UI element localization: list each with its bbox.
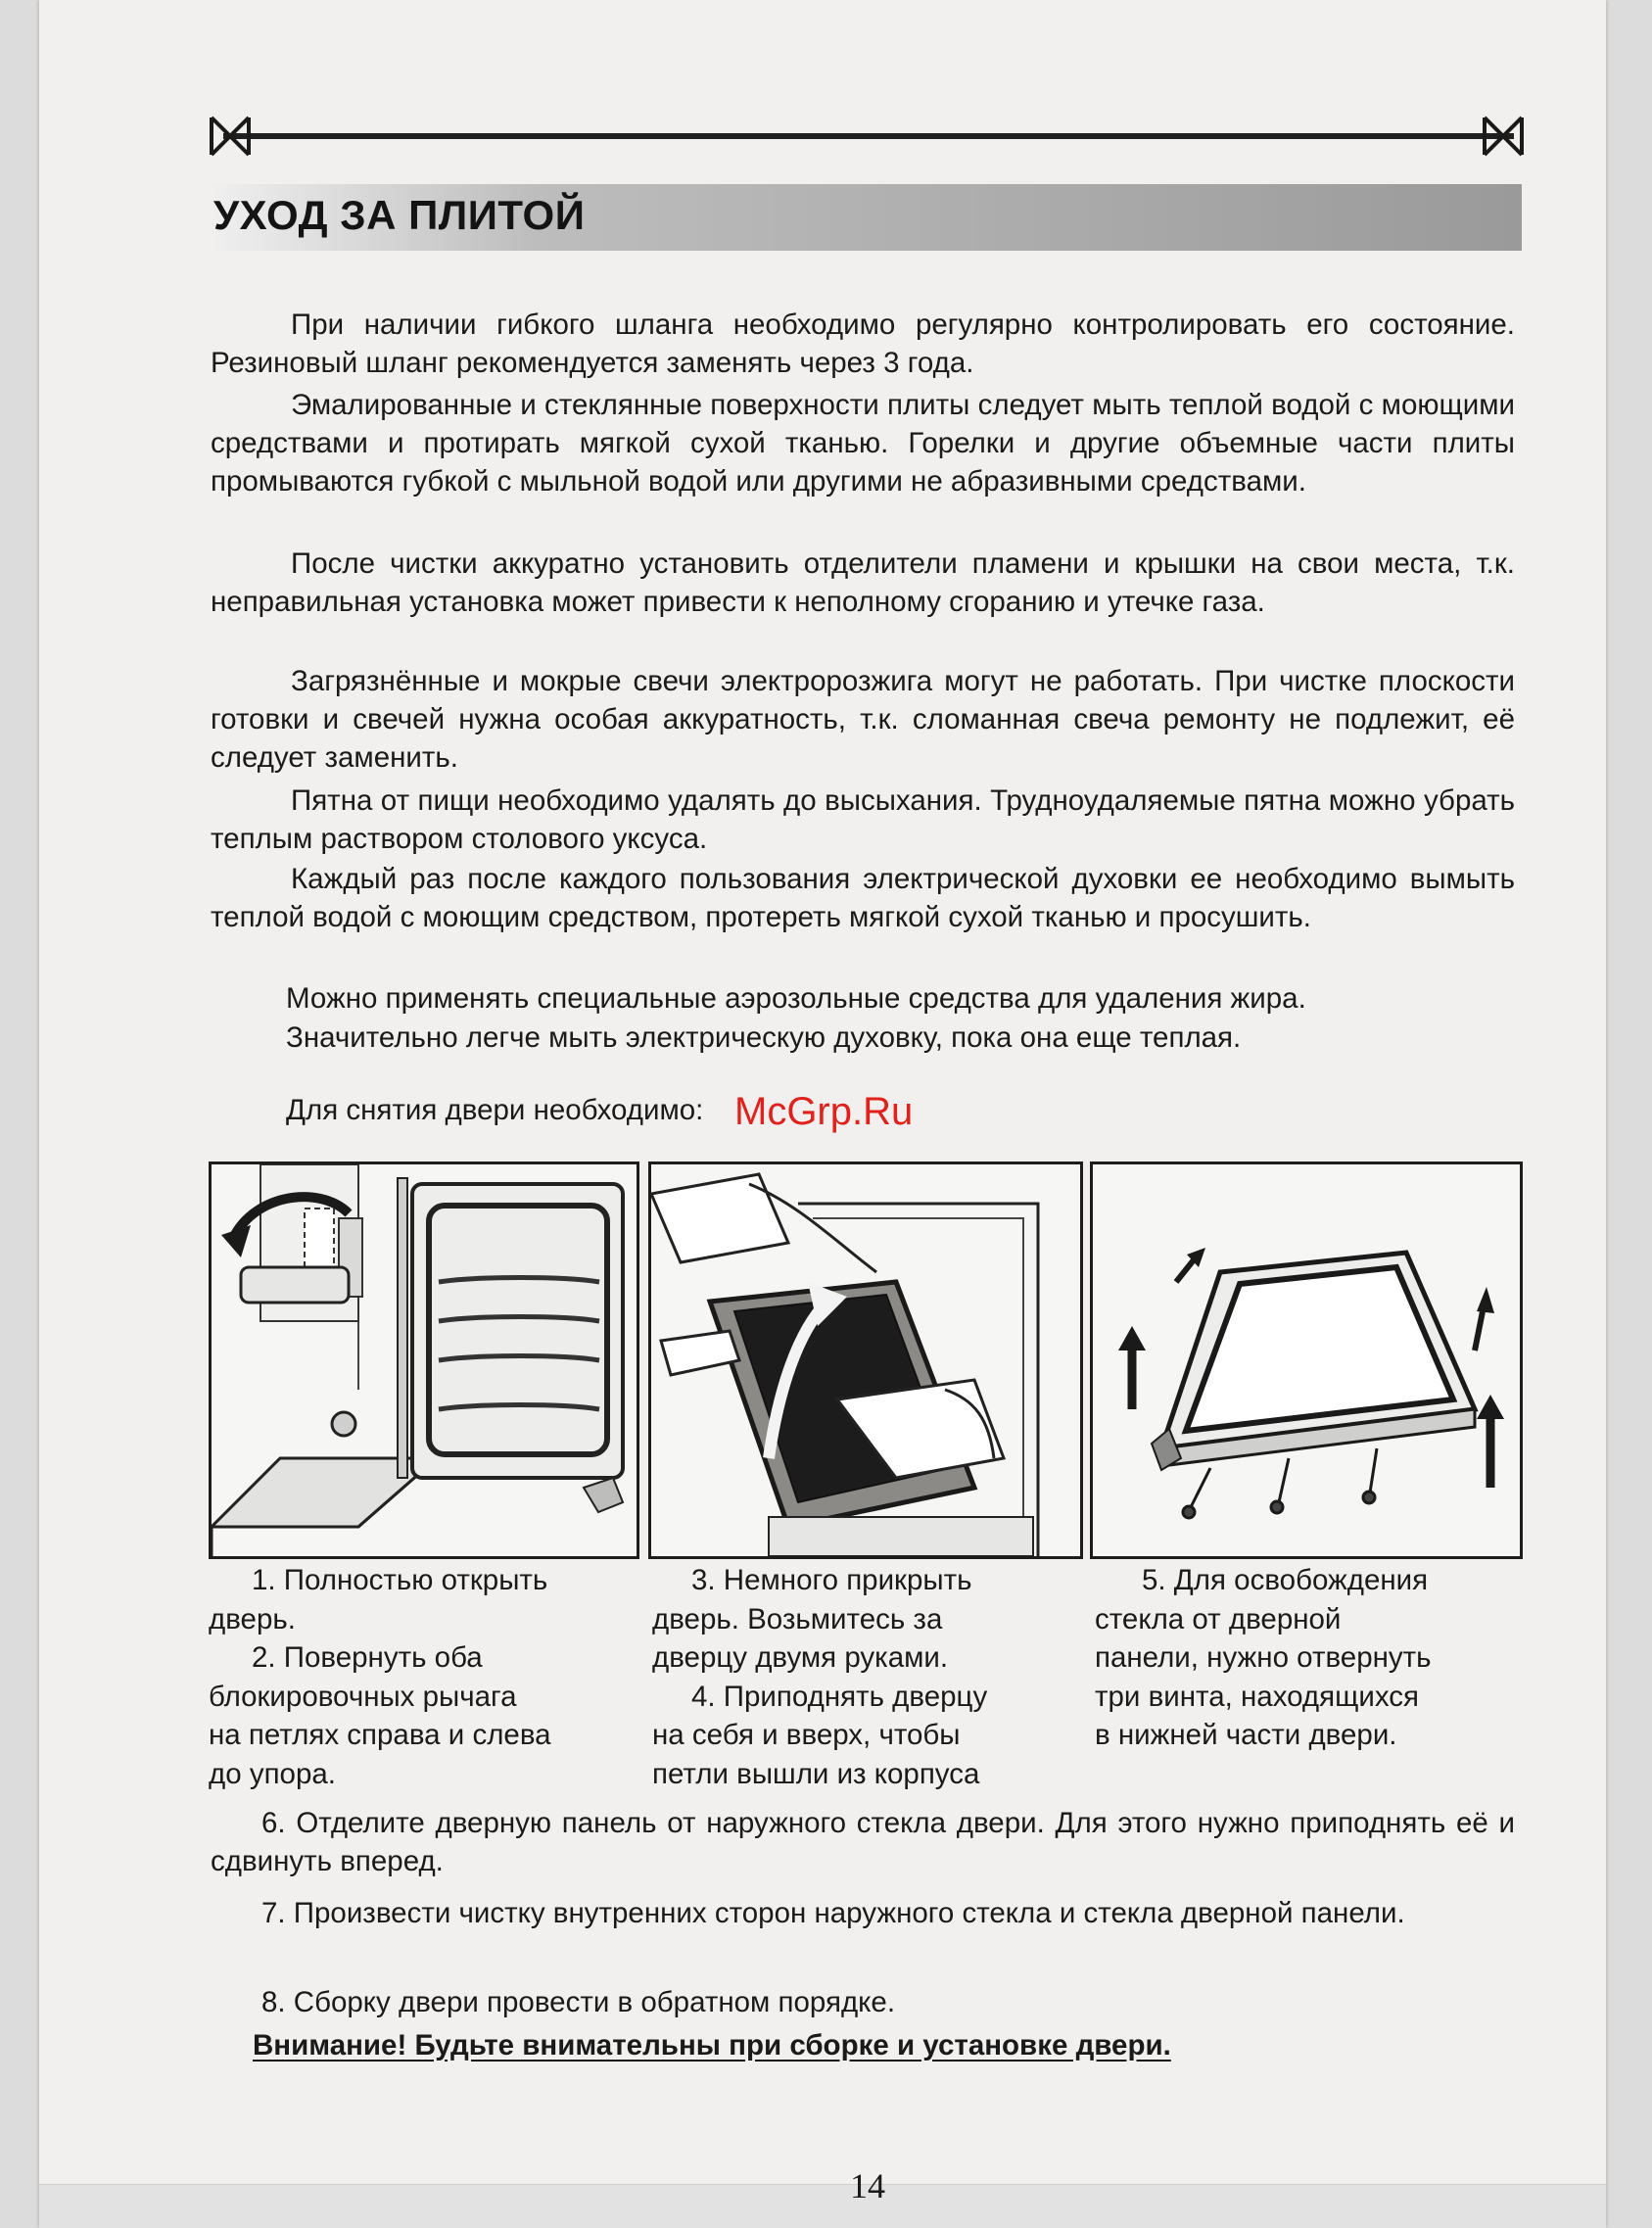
page-bottom-edge — [39, 2184, 1606, 2228]
paragraph-hose: При наличии гибкого шланга необходимо регулярно контролировать его состояние. Резиновый шланг рекомендуется заменять через 3 года. — [211, 308, 1515, 379]
caption-line: 1. Полностью открыть — [252, 1564, 548, 1596]
section-title: УХОД ЗА ПЛИТОЙ — [213, 192, 586, 238]
corner-ornament-right-icon — [1481, 114, 1526, 159]
step-8: 8. Сборку двери провести в обратном порядке. — [261, 1986, 896, 2018]
caption-line: 5. Для освобождения — [1142, 1564, 1429, 1596]
figure-open-door — [209, 1161, 639, 1559]
watermark-text: McGrp.Ru — [734, 1090, 914, 1133]
figure-door-screws — [1090, 1161, 1523, 1559]
lifting-door-illustration — [651, 1164, 1080, 1556]
caption-line: до упора. — [209, 1757, 336, 1790]
caption-line: дверь. — [209, 1602, 296, 1635]
caption-steps-3-4 — [652, 1561, 1083, 1793]
corner-ornament-left-icon — [208, 114, 253, 159]
door-glass-screws-illustration — [1093, 1164, 1520, 1556]
caption-line: дверцу двумя руками. — [652, 1641, 949, 1674]
caption-line: 4. Приподнять дверцу — [691, 1680, 988, 1713]
page-number: 14 — [850, 2166, 885, 2205]
paragraph-surfaces: Эмалированные и стеклянные поверхности плиты следует мыть теплой водой с моющими средствами и протирать мягкой сухой тканью. Горелки и другие объемные части плиты промываются губкой с мыльной водой или другими не абразивными средствами. — [211, 389, 1515, 498]
caption-line: петли вышли из корпуса — [652, 1757, 980, 1790]
caption-step-5 — [1095, 1561, 1526, 1755]
paragraph-stains: Пятна от пищи необходимо удалять до высыхания. Трудноудаляемые пятна можно убрать теплым раствором столового уксуса. — [211, 784, 1515, 855]
caption-line: три винта, находящихся — [1095, 1680, 1419, 1713]
tip-warm-oven: Значительно легче мыть электрическую духовку, пока она еще теплая. — [286, 1021, 1242, 1054]
oven-door-hinge-illustration — [212, 1164, 637, 1556]
caption-line: 3. Немного прикрыть — [691, 1564, 972, 1596]
paragraph-ignition-candles: Загрязнённые и мокрые свечи электророзжига могут не работать. При чистке плоскости готовки и свечей нужна особая аккуратность, т.к. сломанная свеча ремонту не подлежит, её следует заменить. — [211, 665, 1515, 774]
caption-line: панели, нужно отвернуть — [1095, 1641, 1432, 1674]
caption-line: блокировочных рычага — [209, 1680, 517, 1713]
caption-line: на петлях справа и слева — [209, 1719, 551, 1751]
figure-lift-door — [648, 1161, 1083, 1559]
door-removal-intro: Для снятия двери необходимо: — [286, 1094, 704, 1126]
header-rule — [223, 133, 1514, 139]
caption-line: дверь. Возьмитесь за — [652, 1602, 943, 1635]
step-7: 7. Произвести чистку внутренних сторон наружного стекла и стекла дверной панели. — [261, 1897, 1405, 1929]
caption-line: стекла от дверной — [1095, 1602, 1342, 1635]
tip-aerosol: Можно применять специальные аэрозольные средства для удаления жира. — [286, 982, 1306, 1015]
paragraph-flame-separators: После чистки аккуратно установить отделители пламени и крышки на свои места, т.к. неправильная установка может привести к неполному сгоранию и утечке газа. — [211, 547, 1515, 618]
paragraph-oven-cleaning: Каждый раз после каждого пользования электрической духовки ее необходимо вымыть теплой водой с моющим средством, протереть мягкой сухой тканью и просушить. — [211, 863, 1515, 933]
caption-line: 2. Повернуть оба — [252, 1641, 483, 1674]
caption-line: в нижней части двери. — [1095, 1719, 1397, 1751]
caption-steps-1-2 — [209, 1561, 639, 1793]
warning-note: Внимание! Будьте внимательны при сборке и установке двери. — [253, 2029, 1171, 2062]
step-6: 6. Отделите дверную панель от наружного стекла двери. Для этого нужно приподнять её и сдвинуть вперед. — [211, 1807, 1515, 1877]
caption-line: на себя и вверх, чтобы — [652, 1719, 961, 1751]
